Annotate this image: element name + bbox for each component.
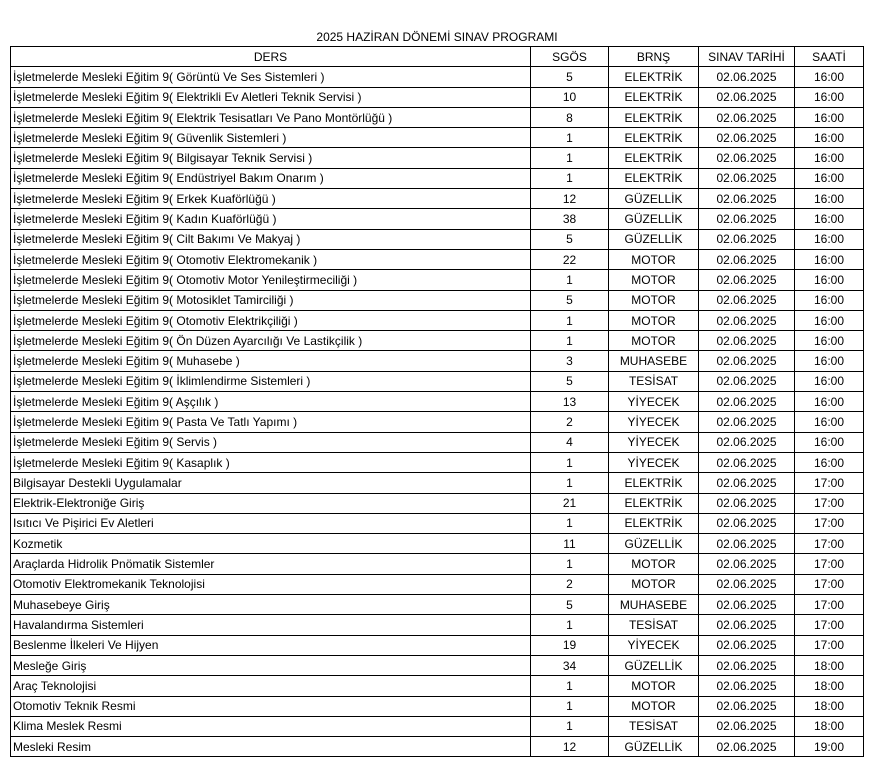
cell-saati: 17:00 [795, 554, 864, 574]
cell-sinav-tarihi: 02.06.2025 [699, 351, 795, 371]
cell-sinav-tarihi: 02.06.2025 [699, 331, 795, 351]
cell-ders: İşletmelerde Mesleki Eğitim 9( Ön Düzen Ayarcılığı Ve Lastikçilik ) [11, 331, 531, 351]
cell-brans: GÜZELLİK [609, 189, 699, 209]
cell-saati: 17:00 [795, 493, 864, 513]
cell-sinav-tarihi: 02.06.2025 [699, 696, 795, 716]
table-row [11, 290, 864, 310]
cell-sinav-tarihi: 02.06.2025 [699, 513, 795, 533]
cell-ders: İşletmelerde Mesleki Eğitim 9( Görüntü Ve Ses Sistemleri ) [11, 67, 531, 87]
cell-saati: 18:00 [795, 716, 864, 736]
cell-ders: İşletmelerde Mesleki Eğitim 9( Cilt Bakımı Ve Makyaj ) [11, 229, 531, 249]
table-row [11, 737, 864, 757]
cell-saati: 16:00 [795, 249, 864, 269]
cell-saati: 16:00 [795, 452, 864, 472]
table-row [11, 229, 864, 249]
table-row [11, 574, 864, 594]
cell-saati: 18:00 [795, 696, 864, 716]
cell-saati: 16:00 [795, 128, 864, 148]
cell-saati: 17:00 [795, 473, 864, 493]
cell-ders: İşletmelerde Mesleki Eğitim 9( Otomotiv Motor Yenileştirmeciliği ) [11, 270, 531, 290]
cell-sgos: 3 [531, 351, 609, 371]
cell-sgos: 8 [531, 107, 609, 127]
cell-sgos: 11 [531, 534, 609, 554]
cell-ders: Isıtıcı Ve Pişirici Ev Aletleri [11, 513, 531, 533]
cell-sinav-tarihi: 02.06.2025 [699, 655, 795, 675]
cell-ders: İşletmelerde Mesleki Eğitim 9( Otomotiv Elektrikçiliği ) [11, 310, 531, 330]
cell-sinav-tarihi: 02.06.2025 [699, 595, 795, 615]
cell-sinav-tarihi: 02.06.2025 [699, 392, 795, 412]
cell-brans: ELEKTRİK [609, 513, 699, 533]
table-row [11, 493, 864, 513]
cell-sinav-tarihi: 02.06.2025 [699, 67, 795, 87]
table-row [11, 189, 864, 209]
table-row [11, 534, 864, 554]
cell-brans: YİYECEK [609, 452, 699, 472]
cell-sinav-tarihi: 02.06.2025 [699, 128, 795, 148]
cell-brans: TESİSAT [609, 615, 699, 635]
cell-brans: MOTOR [609, 270, 699, 290]
cell-sgos: 5 [531, 371, 609, 391]
cell-brans: MOTOR [609, 574, 699, 594]
cell-sgos: 1 [531, 615, 609, 635]
cell-brans: ELEKTRİK [609, 67, 699, 87]
cell-ders: Mesleki Resim [11, 737, 531, 757]
table-row [11, 148, 864, 168]
table-row [11, 392, 864, 412]
cell-ders: Havalandırma Sistemleri [11, 615, 531, 635]
cell-saati: 19:00 [795, 737, 864, 757]
cell-saati: 16:00 [795, 351, 864, 371]
cell-ders: İşletmelerde Mesleki Eğitim 9( Servis ) [11, 432, 531, 452]
cell-brans: TESİSAT [609, 371, 699, 391]
table-row [11, 615, 864, 635]
cell-brans: YİYECEK [609, 432, 699, 452]
cell-saati: 16:00 [795, 67, 864, 87]
cell-brans: YİYECEK [609, 392, 699, 412]
cell-ders: İşletmelerde Mesleki Eğitim 9( Kadın Kuaförlüğü ) [11, 209, 531, 229]
cell-brans: MOTOR [609, 331, 699, 351]
table-row [11, 371, 864, 391]
cell-saati: 16:00 [795, 168, 864, 188]
cell-ders: İşletmelerde Mesleki Eğitim 9( Elektrik Tesisatları Ve Pano Montörlüğü ) [11, 107, 531, 127]
cell-sgos: 1 [531, 310, 609, 330]
header-sinav-tarihi: SINAV TARİHİ [699, 47, 795, 67]
cell-sinav-tarihi: 02.06.2025 [699, 209, 795, 229]
cell-sinav-tarihi: 02.06.2025 [699, 737, 795, 757]
cell-sinav-tarihi: 02.06.2025 [699, 452, 795, 472]
cell-brans: MOTOR [609, 554, 699, 574]
cell-sgos: 10 [531, 87, 609, 107]
header-ders: DERS [11, 47, 531, 67]
cell-saati: 16:00 [795, 148, 864, 168]
cell-ders: İşletmelerde Mesleki Eğitim 9( Aşçılık ) [11, 392, 531, 412]
cell-sinav-tarihi: 02.06.2025 [699, 412, 795, 432]
cell-brans: ELEKTRİK [609, 107, 699, 127]
table-row [11, 635, 864, 655]
exam-schedule-table [10, 46, 864, 757]
cell-saati: 16:00 [795, 290, 864, 310]
cell-sgos: 1 [531, 331, 609, 351]
cell-sgos: 5 [531, 67, 609, 87]
cell-saati: 16:00 [795, 87, 864, 107]
cell-ders: Araçlarda Hidrolik Pnömatik Sistemler [11, 554, 531, 574]
cell-brans: TESİSAT [609, 716, 699, 736]
cell-saati: 16:00 [795, 209, 864, 229]
cell-sgos: 34 [531, 655, 609, 675]
cell-ders: Elektrik-Elektroniğe Giriş [11, 493, 531, 513]
cell-sgos: 22 [531, 249, 609, 269]
cell-sinav-tarihi: 02.06.2025 [699, 229, 795, 249]
table-row [11, 452, 864, 472]
cell-brans: MOTOR [609, 696, 699, 716]
table-row [11, 310, 864, 330]
cell-saati: 16:00 [795, 331, 864, 351]
cell-brans: MUHASEBE [609, 351, 699, 371]
cell-ders: Otomotiv Elektromekanik Teknolojisi [11, 574, 531, 594]
cell-ders: Muhasebeye Giriş [11, 595, 531, 615]
cell-brans: YİYECEK [609, 635, 699, 655]
table-row [11, 696, 864, 716]
cell-brans: MUHASEBE [609, 595, 699, 615]
cell-sgos: 4 [531, 432, 609, 452]
header-saati: SAATİ [795, 47, 864, 67]
cell-saati: 17:00 [795, 635, 864, 655]
cell-ders: İşletmelerde Mesleki Eğitim 9( Muhasebe ) [11, 351, 531, 371]
cell-sinav-tarihi: 02.06.2025 [699, 107, 795, 127]
cell-sgos: 12 [531, 737, 609, 757]
table-row [11, 209, 864, 229]
cell-brans: MOTOR [609, 290, 699, 310]
cell-saati: 18:00 [795, 676, 864, 696]
header-row [11, 47, 864, 67]
cell-saati: 16:00 [795, 270, 864, 290]
cell-saati: 16:00 [795, 189, 864, 209]
table-body [11, 67, 864, 757]
cell-sinav-tarihi: 02.06.2025 [699, 371, 795, 391]
cell-sgos: 13 [531, 392, 609, 412]
cell-saati: 16:00 [795, 229, 864, 249]
table-row [11, 249, 864, 269]
cell-saati: 16:00 [795, 412, 864, 432]
cell-saati: 17:00 [795, 574, 864, 594]
cell-saati: 16:00 [795, 432, 864, 452]
cell-sinav-tarihi: 02.06.2025 [699, 473, 795, 493]
cell-sinav-tarihi: 02.06.2025 [699, 87, 795, 107]
table-row [11, 554, 864, 574]
cell-sinav-tarihi: 02.06.2025 [699, 310, 795, 330]
cell-sinav-tarihi: 02.06.2025 [699, 189, 795, 209]
cell-sgos: 1 [531, 148, 609, 168]
cell-sgos: 1 [531, 676, 609, 696]
cell-ders: İşletmelerde Mesleki Eğitim 9( Otomotiv Elektromekanik ) [11, 249, 531, 269]
cell-sinav-tarihi: 02.06.2025 [699, 432, 795, 452]
cell-saati: 18:00 [795, 655, 864, 675]
cell-sgos: 12 [531, 189, 609, 209]
page-title: 2025 HAZİRAN DÖNEMİ SINAV PROGRAMI [316, 30, 558, 44]
cell-sgos: 1 [531, 452, 609, 472]
cell-ders: İşletmelerde Mesleki Eğitim 9( Endüstriyel Bakım Onarım ) [11, 168, 531, 188]
cell-sinav-tarihi: 02.06.2025 [699, 290, 795, 310]
cell-ders: Kozmetik [11, 534, 531, 554]
cell-ders: İşletmelerde Mesleki Eğitim 9( Bilgisayar Teknik Servisi ) [11, 148, 531, 168]
cell-saati: 17:00 [795, 513, 864, 533]
cell-sgos: 5 [531, 290, 609, 310]
cell-sgos: 38 [531, 209, 609, 229]
cell-sinav-tarihi: 02.06.2025 [699, 270, 795, 290]
cell-brans: MOTOR [609, 676, 699, 696]
table-row [11, 351, 864, 371]
cell-brans: MOTOR [609, 249, 699, 269]
cell-brans: ELEKTRİK [609, 168, 699, 188]
cell-brans: ELEKTRİK [609, 473, 699, 493]
table-row [11, 331, 864, 351]
cell-saati: 16:00 [795, 371, 864, 391]
cell-sgos: 1 [531, 716, 609, 736]
cell-sgos: 5 [531, 595, 609, 615]
cell-ders: İşletmelerde Mesleki Eğitim 9( Motosiklet Tamirciliği ) [11, 290, 531, 310]
cell-sgos: 2 [531, 412, 609, 432]
cell-brans: MOTOR [609, 310, 699, 330]
cell-brans: ELEKTRİK [609, 148, 699, 168]
cell-sgos: 1 [531, 513, 609, 533]
cell-ders: İşletmelerde Mesleki Eğitim 9( Güvenlik Sistemleri ) [11, 128, 531, 148]
table-row [11, 473, 864, 493]
table-row [11, 655, 864, 675]
cell-sgos: 1 [531, 270, 609, 290]
cell-sinav-tarihi: 02.06.2025 [699, 574, 795, 594]
cell-brans: GÜZELLİK [609, 737, 699, 757]
cell-saati: 17:00 [795, 534, 864, 554]
cell-sinav-tarihi: 02.06.2025 [699, 676, 795, 696]
cell-saati: 17:00 [795, 615, 864, 635]
cell-ders: İşletmelerde Mesleki Eğitim 9( Elektrikli Ev Aletleri Teknik Servisi ) [11, 87, 531, 107]
header-brans: BRNŞ [609, 47, 699, 67]
header-sgos: SGÖS [531, 47, 609, 67]
table-row [11, 513, 864, 533]
cell-sinav-tarihi: 02.06.2025 [699, 615, 795, 635]
cell-ders: Klima Meslek Resmi [11, 716, 531, 736]
cell-ders: İşletmelerde Mesleki Eğitim 9( Pasta Ve Tatlı Yapımı ) [11, 412, 531, 432]
cell-sgos: 1 [531, 473, 609, 493]
cell-ders: Bilgisayar Destekli Uygulamalar [11, 473, 531, 493]
cell-sinav-tarihi: 02.06.2025 [699, 493, 795, 513]
cell-brans: GÜZELLİK [609, 229, 699, 249]
cell-ders: İşletmelerde Mesleki Eğitim 9( Erkek Kuaförlüğü ) [11, 189, 531, 209]
cell-sgos: 21 [531, 493, 609, 513]
table-row [11, 107, 864, 127]
cell-sgos: 19 [531, 635, 609, 655]
cell-brans: YİYECEK [609, 412, 699, 432]
cell-sinav-tarihi: 02.06.2025 [699, 635, 795, 655]
cell-ders: Mesleğe Giriş [11, 655, 531, 675]
table-row [11, 412, 864, 432]
cell-sgos: 1 [531, 128, 609, 148]
cell-ders: Beslenme İlkeleri Ve Hijyen [11, 635, 531, 655]
cell-sgos: 1 [531, 554, 609, 574]
cell-brans: ELEKTRİK [609, 87, 699, 107]
cell-sgos: 1 [531, 168, 609, 188]
table-row [11, 128, 864, 148]
cell-sgos: 1 [531, 696, 609, 716]
cell-sinav-tarihi: 02.06.2025 [699, 554, 795, 574]
table-row [11, 432, 864, 452]
cell-sinav-tarihi: 02.06.2025 [699, 168, 795, 188]
table-row [11, 716, 864, 736]
cell-saati: 17:00 [795, 595, 864, 615]
cell-sgos: 5 [531, 229, 609, 249]
cell-sgos: 2 [531, 574, 609, 594]
table-row [11, 168, 864, 188]
cell-brans: GÜZELLİK [609, 534, 699, 554]
cell-saati: 16:00 [795, 310, 864, 330]
cell-ders: Araç Teknolojisi [11, 676, 531, 696]
cell-ders: İşletmelerde Mesleki Eğitim 9( İklimlendirme Sistemleri ) [11, 371, 531, 391]
cell-sinav-tarihi: 02.06.2025 [699, 249, 795, 269]
table-row [11, 87, 864, 107]
cell-brans: GÜZELLİK [609, 209, 699, 229]
cell-saati: 16:00 [795, 392, 864, 412]
cell-sinav-tarihi: 02.06.2025 [699, 148, 795, 168]
cell-sinav-tarihi: 02.06.2025 [699, 716, 795, 736]
cell-ders: Otomotiv Teknik Resmi [11, 696, 531, 716]
table-row [11, 67, 864, 87]
table-row [11, 676, 864, 696]
cell-brans: ELEKTRİK [609, 493, 699, 513]
cell-ders: İşletmelerde Mesleki Eğitim 9( Kasaplık ) [11, 452, 531, 472]
table-row [11, 270, 864, 290]
cell-brans: GÜZELLİK [609, 655, 699, 675]
cell-saati: 16:00 [795, 107, 864, 127]
cell-brans: ELEKTRİK [609, 128, 699, 148]
table-row [11, 595, 864, 615]
cell-sinav-tarihi: 02.06.2025 [699, 534, 795, 554]
